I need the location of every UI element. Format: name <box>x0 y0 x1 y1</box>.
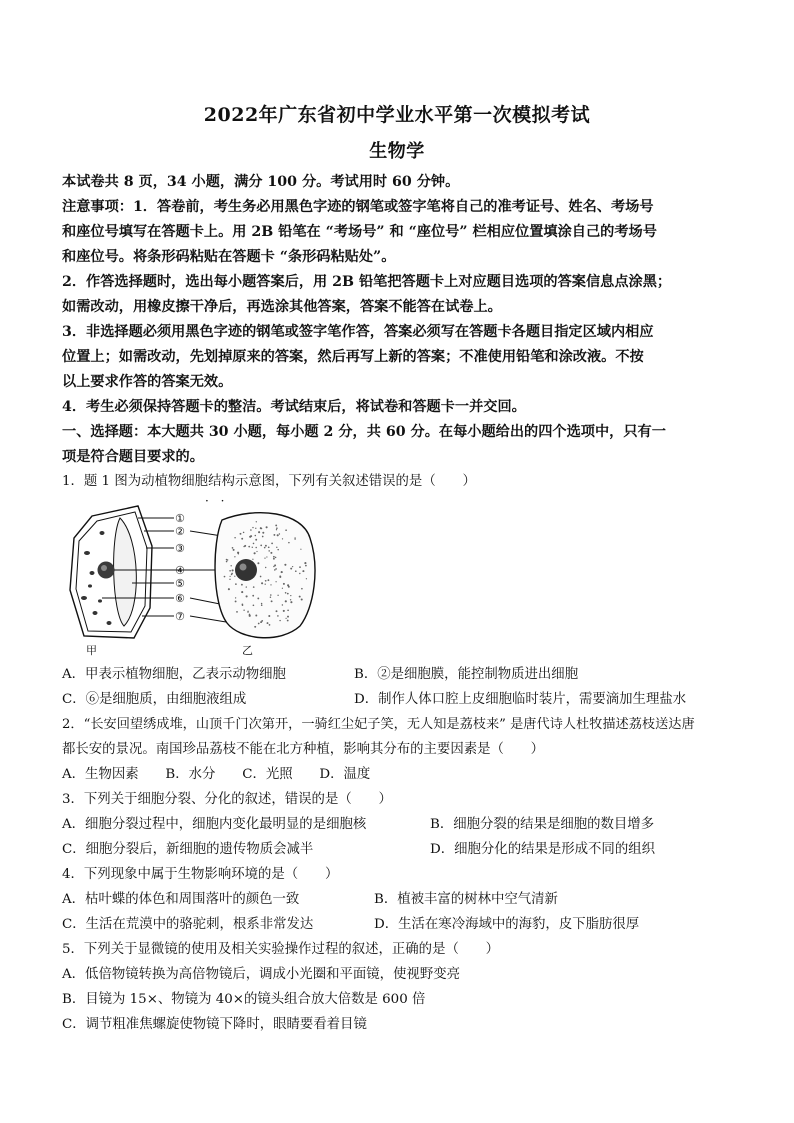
cytoplasm-dot <box>253 543 255 545</box>
cytoplasm-dot <box>283 610 285 612</box>
cytoplasm-dot <box>287 616 289 618</box>
cytoplasm-dot <box>250 529 252 531</box>
cytoplasm-dot <box>277 549 279 551</box>
cytoplasm-dot <box>249 536 251 538</box>
cytoplasm-dot <box>229 576 230 577</box>
cytoplasm-dot <box>255 615 257 617</box>
cytoplasm-dot <box>271 543 273 545</box>
cytoplasm-dot <box>252 527 253 528</box>
cytoplasm-dot <box>267 579 269 581</box>
cytoplasm-dot <box>256 551 257 552</box>
cytoplasm-dot <box>254 626 256 628</box>
cytoplasm-dot <box>290 595 291 596</box>
cytoplasm-dot <box>301 598 303 600</box>
cytoplasm-dot <box>252 547 253 548</box>
cytoplasm-dot <box>301 588 303 590</box>
cytoplasm-dot <box>255 547 257 549</box>
question-1-stem: 1．题 1 图为动植物细胞结构示意图，下列有关叙述错误的是（ ） <box>62 474 476 489</box>
cytoplasm-dot <box>304 562 306 564</box>
cytoplasm-dot <box>282 538 283 539</box>
cytoplasm-dot <box>237 552 239 554</box>
cytoplasm-dot <box>265 584 266 585</box>
cytoplasm-dot <box>258 623 260 625</box>
cytoplasm-dot <box>284 564 286 566</box>
cytoplasm-dot <box>256 521 257 522</box>
cytoplasm-dot <box>294 538 296 540</box>
cytoplasm-dot <box>241 591 243 593</box>
instruction-line: 以上要求作答的答案无效。 <box>62 374 233 390</box>
animal-cell-membrane <box>215 513 315 638</box>
diagram-label-numbers <box>175 512 185 623</box>
q5-option-b: B．目镜为 15×、物镜为 40×的镜头组合放大倍数是 600 倍 <box>62 992 426 1007</box>
q1-option-c: C．⑥是细胞质，由细胞液组成 <box>62 692 247 707</box>
cytoplasm-dot <box>265 545 267 547</box>
cytoplasm-dot <box>287 593 289 595</box>
instruction-line: 和座位号。将条形码粘贴在答题卡 “条形码粘贴处”。 <box>62 249 396 265</box>
cytoplasm-dot <box>264 547 266 549</box>
cytoplasm-dot <box>265 580 267 582</box>
exam-title: 2022年广东省初中学业水平第一次模拟考试 <box>203 104 591 126</box>
cytoplasm-dot <box>243 609 244 610</box>
cytoplasm-dot <box>241 584 243 586</box>
q1-option-b: B．②是细胞膜，能控制物质进出细胞 <box>354 667 579 682</box>
diagram-label: ① <box>175 512 185 525</box>
q4-option-b: B．植被丰富的树林中空气清新 <box>374 892 558 907</box>
q3-option-a: A．细胞分裂过程中，细胞内变化最明显的是细胞核 <box>62 817 367 832</box>
cytoplasm-dot <box>277 615 279 617</box>
cytoplasm-dot <box>305 565 307 567</box>
cytoplasm-dot <box>247 611 249 613</box>
cytoplasm-dot <box>285 600 287 602</box>
question-2-stem-continued: 都长安的景况。南国珍品荔枝不能在北方种植，影响其分布的主要因素是（ ） <box>62 742 545 757</box>
cytoplasm-dot <box>253 586 255 588</box>
cytoplasm-dot <box>274 569 276 571</box>
question-3-stem: 3．下列关于细胞分裂、分化的叙述，错误的是（ ） <box>62 792 392 807</box>
animal-cell <box>215 513 315 638</box>
cytoplasm-dot <box>234 576 235 577</box>
q3-option-c: C．细胞分裂后，新细胞的遗传物质会减半 <box>62 842 314 857</box>
q1-option-a: A．甲表示植物细胞，乙表示动物细胞 <box>62 667 286 682</box>
cytoplasm-dot <box>290 599 291 600</box>
cytoplasm-dot <box>277 595 278 596</box>
cytoplasm-dot <box>270 597 271 598</box>
cytoplasm-dot <box>273 558 275 560</box>
cytoplasm-dot <box>292 566 293 567</box>
question-4-stem: 4．下列现象中属于生物影响环境的是（ ） <box>62 867 339 882</box>
cytoplasm-dot <box>241 538 243 540</box>
cytoplasm-dot <box>261 604 263 606</box>
diagram-label: ⑦ <box>175 610 185 623</box>
section-heading: 一、选择题：本大题共 30 小题，每小题 2 分，共 60 分。在每小题给出的四个选项中，只有一 <box>62 424 666 440</box>
q5-option-c: C．调节粗准焦螺旋使物镜下降时，眼睛要看着目镜 <box>62 1017 367 1032</box>
cytoplasm-dot <box>299 596 301 598</box>
instruction-line: 3．非选择题必须用黑色字迹的钢笔或签字笔作答，答案必须写在答题卡各题目指定区域内相应 <box>62 324 654 340</box>
cytoplasm-dot <box>260 545 262 547</box>
cytoplasm-dot <box>255 528 256 529</box>
cytoplasm-dot <box>234 537 235 538</box>
cytoplasm-dot <box>246 586 247 587</box>
cytoplasm-dot <box>266 526 268 528</box>
q3-option-b: B．细胞分裂的结果是细胞的数目增多 <box>430 817 655 832</box>
cytoplasm-dot <box>275 581 276 582</box>
cytoplasm-dot <box>285 529 287 531</box>
cytoplasm-dot <box>280 575 281 576</box>
q3-option-d: D．细胞分化的结果是形成不同的组织 <box>430 842 655 857</box>
cytoplasm-dot <box>236 611 238 613</box>
vacuole <box>114 518 137 626</box>
instruction-line: 4．考生必须保持答题卡的整洁。考试结束后，将试卷和答题卡一并交回。 <box>62 399 526 415</box>
cytoplasm-dot <box>276 547 277 548</box>
cytoplasm-dot <box>275 568 277 570</box>
cytoplasm-dot <box>273 534 275 536</box>
stray-dots: · · <box>205 494 229 508</box>
cytoplasm-dot <box>299 573 300 574</box>
cytoplasm-dot <box>270 584 271 585</box>
cytoplasm-dot <box>277 534 279 536</box>
instruction-line: 注意事项：1．答卷前，考生务必用黑色字迹的钢笔或签字笔将自己的准考证号、姓名、考场号 <box>62 199 654 215</box>
instruction-line: 如需改动，用橡皮擦干净后，再选涂其他答案，答案不能答在试卷上。 <box>62 299 502 315</box>
cytoplasm-dot <box>248 546 250 548</box>
cytoplasm-dot <box>252 559 253 560</box>
cytoplasm-dot <box>258 531 260 533</box>
animal-cell-caption: 乙 <box>242 644 253 657</box>
cytoplasm-dot <box>262 532 264 534</box>
cytoplasm-dot <box>279 620 280 621</box>
cytoplasm-dot <box>266 556 267 557</box>
cytoplasm-dot <box>261 603 263 605</box>
cytoplasm-dot <box>288 586 290 588</box>
cytoplasm-dot <box>253 604 255 606</box>
cytoplasm-dot <box>232 547 234 549</box>
cell-diagram <box>62 498 372 658</box>
cytoplasm-dot <box>254 552 256 554</box>
cytoplasm-dot <box>255 539 257 541</box>
cytoplasm-dot <box>302 570 304 572</box>
diagram-label: ② <box>175 525 185 538</box>
cytoplasm-dot <box>295 570 297 572</box>
cytoplasm-dot <box>283 583 285 585</box>
cytoplasm-dot <box>285 592 287 594</box>
cytoplasm-dot <box>243 532 245 534</box>
cytoplasm-dot <box>246 595 248 597</box>
cytoplasm-dot <box>268 550 270 552</box>
cytoplasm-dot <box>260 527 262 529</box>
cytoplasm-dot <box>276 610 278 612</box>
cytoplasm-dot <box>232 569 234 571</box>
cytoplasm-dot <box>279 533 280 534</box>
cytoplasm-dot <box>229 579 230 580</box>
question-2-stem: 2．“长安回望绣成堆，山顶千门次第开，一骑红尘妃子笑，无人知是荔枝来” 是唐代诗人杜牧描述荔枝送达唐 <box>62 717 695 732</box>
diagram-label: ③ <box>175 542 185 555</box>
cytoplasm-dot <box>274 564 276 566</box>
q2-options: A．生物因素 B．水分 C．光照 D．温度 <box>62 767 371 782</box>
cytoplasm-dot <box>261 582 263 584</box>
cytoplasm-dot <box>224 576 226 578</box>
cytoplasm-dot <box>257 562 259 564</box>
section-heading: 项是符合题目要求的。 <box>62 449 204 465</box>
animal-nucleus <box>235 559 257 581</box>
cytoplasm-dot <box>240 533 242 535</box>
cytoplasm-dot <box>235 600 237 602</box>
cytoplasm-dot <box>300 549 301 550</box>
diagram-label: ④ <box>175 564 185 577</box>
instruction-line: 位置上；如需改动，先划掉原来的答案，然后再写上新的答案；不准使用铅笔和涂改液。不按 <box>62 349 644 365</box>
q1-option-d: D．制作人体口腔上皮细胞临时装片，需要滴加生理盐水 <box>354 692 687 707</box>
cytoplasm-dot <box>299 566 301 568</box>
cytoplasm-dot <box>273 556 275 558</box>
question-5-stem: 5．下列关于显微镜的使用及相关实验操作过程的叙述，正确的是（ ） <box>62 942 500 957</box>
cytoplasm-dot <box>255 535 257 537</box>
cytoplasm-dot <box>234 556 235 557</box>
cytoplasm-dot <box>268 546 270 548</box>
cytoplasm-dot <box>252 595 254 597</box>
cytoplasm-dot <box>262 536 264 538</box>
cytoplasm-dot <box>243 546 244 547</box>
cytoplasm-dot <box>226 559 228 561</box>
cytoplasm-dot <box>276 529 277 530</box>
cytoplasm-dot <box>229 570 231 572</box>
cytoplasm-dot <box>257 597 259 599</box>
cytoplasm-dot <box>285 618 286 619</box>
cytoplasm-dot <box>226 561 228 563</box>
q4-option-c: C．生活在荒漠中的骆驼刺，根系非常发达 <box>62 917 314 932</box>
cytoplasm-dot <box>249 615 251 617</box>
cytoplasm-dot <box>290 601 292 603</box>
cytoplasm-dot <box>269 624 271 626</box>
cytoplasm-dot <box>276 527 278 529</box>
cytoplasm-dot <box>268 615 270 617</box>
cytoplasm-dot <box>282 604 283 605</box>
cytoplasm-dot <box>230 565 231 566</box>
cytoplasm-dot <box>260 621 262 623</box>
cytoplasm-dot <box>270 594 272 596</box>
cytoplasm-dot <box>271 600 273 602</box>
cytoplasm-dot <box>260 576 262 578</box>
cytoplasm-dot <box>287 609 289 611</box>
cytoplasm-dot <box>264 557 265 558</box>
cytoplasm-dot <box>287 620 289 622</box>
plant-cell-caption: 甲 <box>86 644 97 657</box>
cytoplasm-dot <box>288 542 290 544</box>
cytoplasm-dot <box>270 552 272 554</box>
cytoplasm-dot <box>290 568 292 570</box>
cytoplasm-dot <box>281 571 283 573</box>
cytoplasm-dot <box>242 604 244 606</box>
cytoplasm-dot <box>233 549 235 551</box>
cytoplasm-dot <box>228 588 230 590</box>
cytoplasm-dot <box>282 588 283 589</box>
cytoplasm-dot <box>235 597 236 598</box>
cytoplasm-dot <box>275 557 277 559</box>
cytoplasm-dot <box>267 622 269 624</box>
q4-option-d: D．生活在寒冷海域中的海豹，皮下脂肪很厚 <box>374 917 640 932</box>
cytoplasm-dot <box>275 524 277 526</box>
subject-title: 生物学 <box>369 141 425 162</box>
q5-option-a: A．低倍物镜转换为高倍物镜后，调成小光圈和平面镜，使视野变亮 <box>62 967 460 982</box>
cytoplasm-dot <box>235 583 237 585</box>
instruction-line: 2．作答选择题时，选出每小题答案后，用 2B 铅笔把答题卡上对应题目选项的答案信息点涂黑； <box>62 274 672 290</box>
cytoplasm-dot <box>231 573 233 575</box>
cytoplasm-dot <box>306 578 307 579</box>
diagram-label: ⑥ <box>175 592 185 605</box>
instruction-line: 和座位号填写在答题卡上。用 2B 铅笔在 “考场号” 和 “座位号” 栏相应位置填涂自己的考场号 <box>62 224 657 240</box>
diagram-label: ⑤ <box>175 577 185 590</box>
instruction-line: 本试卷共 8 页，34 小题，满分 100 分。考试用时 60 分钟。 <box>62 174 460 190</box>
cytoplasm-dot <box>265 567 266 568</box>
q4-option-a: A．枯叶蝶的体色和周围落叶的颜色一致 <box>62 892 300 907</box>
